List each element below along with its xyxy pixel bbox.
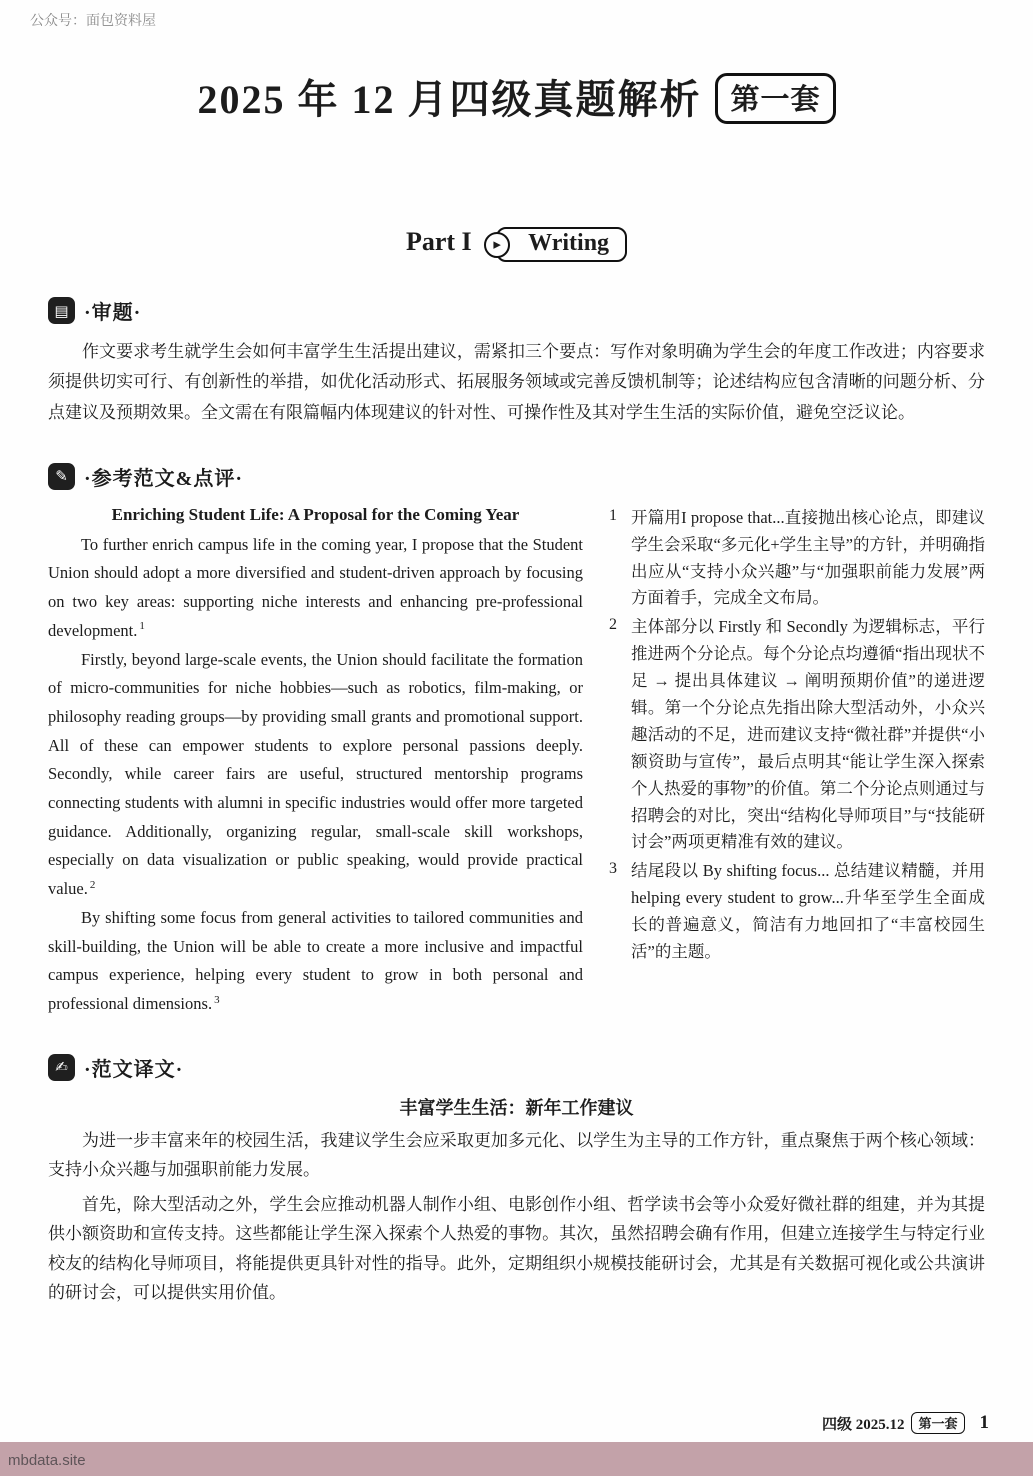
section-title: ·审题· (84, 302, 142, 324)
shenti-paragraph: 作文要求考生就学生会如何丰富学生生活提出建议，需紧扣三个要点：写作对象明确为学生会的年度工作改进；内容要求须提供切实可行、有创新性的举措，如优化活动形式、拓展服务领域或完善反馈机制等；论述结构应包含清晰的问题分析、分点建议及预期效果。全文需在有限篇幅内体现建议的针对性、可操作性及其对学生生活的实际价值，避免空泛议论。 (48, 342, 985, 422)
essay-and-comments (48, 505, 985, 1019)
wechat-account-watermark: 公众号：面包资料屋 (30, 12, 156, 28)
section-title: ·范文译文· (84, 1058, 184, 1081)
note-marker: 3 (214, 993, 220, 1006)
section-header-yiwen (48, 1053, 985, 1082)
title-text: 2025 年 12 月四级真题解析 (197, 77, 702, 122)
essay-paragraph-text: By shifting some focus from general activities to tailored communities and skill-building, the Union will be able to create a more inclusive and impactful campus experience, helping every student to grow in both personal and professional dimensions. (48, 907, 583, 1013)
page-title (48, 68, 985, 125)
page-footer (822, 1412, 989, 1434)
essay-paragraph-text: To further enrich campus life in the coming year, I propose that the Student Union should adopt a more diversified and student-driven approach by focusing on two key areas: supporting niche interests and enhancing pre-professional development. (48, 534, 583, 640)
part-label: Part I (405, 227, 472, 256)
pen-chat-icon: ✎ (48, 463, 75, 490)
comment-number: 3 (609, 860, 617, 878)
translation-paragraph: 为进一步丰富来年的校园生活，我建议学生会应采取更加多元化、以学生为主导的工作方针，重点聚焦于两个核心领域：支持小众兴趣与加强职前能力发展。 (48, 1130, 985, 1179)
set-number-badge: 第一套 (715, 73, 835, 124)
section-header-shenti (48, 296, 985, 325)
page-number: 1 (979, 1412, 989, 1433)
translation-title: 丰富学生生活：新年工作建议 (399, 1097, 634, 1118)
essay-paragraph (48, 531, 583, 646)
footer-set-badge: 第一套 (911, 1412, 964, 1434)
essay-title: Enriching Student Life: A Proposal for the Coming Year (111, 504, 520, 524)
essay-column (48, 505, 583, 1019)
section-title: ·参考范文&点评· (84, 467, 243, 490)
pencil-icon: ✍ (48, 1054, 75, 1081)
comments-column (609, 505, 985, 1019)
play-circle-icon: ▸ (484, 232, 510, 258)
comment-number: 2 (609, 616, 617, 634)
writing-label: Writing (528, 230, 610, 256)
site-watermark: mbdata.site (8, 1452, 86, 1469)
section-header-fanwen (48, 462, 985, 491)
document-icon: ▤ (48, 297, 75, 324)
note-marker: 1 (139, 620, 145, 633)
comment-number: 1 (609, 506, 617, 524)
writing-badge (493, 227, 627, 262)
comment-item (609, 858, 985, 966)
translation-paragraph: 首先，除大型活动之外，学生会应推动机器人制作小组、电影创作小组、哲学读书会等小众爱好微社群的组建，并为其提供小额资助和宣传支持。这些都能让学生深入探索个人热爱的事物。其次，虽然招聘会确有作用，但建立连接学生与特定行业校友的结构化导师项目，将能提供更具针对性的指导。此外，定期组织小规模技能研讨会，尤其是有关数据可视化或公共演讲的研讨会，可以提供实用价值。 (48, 1195, 985, 1302)
comment-text: 开篇用I propose that...直接抛出核心论点，即建议学生会采取“多元化+学生主导”的方针，并明确指出应从“支持小众兴趣”与“加强职前能力发展”两方面着手，完成全文布局。 (631, 507, 985, 608)
essay-paragraph-text: Firstly, beyond large-scale events, the Union should facilitate the formation of micro-communities for niche hobbies—such as robotics, film-making, or philosophy reading groups—by providing small grants and promotional support. All of these can empower students to explore personal passions deeply. Secondly, while career fairs are useful, structured mentorship programs connecting students with alumni in specific industries would offer more targeted guidance. Additionally, organizing regular, small-scale skill workshops, especially on data visualization or public speaking, would provide practical value. (48, 649, 583, 899)
comment-text: 结尾段以 By shifting focus... 总结建议精髓，并用 helping every student to grow...升华至学生全面成长的普遍意义，简洁有力地回扣了“丰富校园生活”的主题。 (631, 861, 985, 961)
footer-exam-label: 四级 2025.12 (821, 1416, 905, 1433)
comment-item (609, 614, 985, 856)
scan-edge-strip (0, 1442, 1033, 1476)
note-marker: 2 (89, 878, 96, 891)
comment-text: 主体部分以 Firstly 和 Secondly 为逻辑标志，平行推进两个分论点。每个分论点均遵循“指出现状不足 → 提出具体建议 → 阐明预期价值”的递进逻辑。第一个分论点先指出除大型活动外，小众兴趣活动的不足，进而建议支持“微社群”并提供“小额资助与宣传”，最后点明其“能让学生深入探索个人热爱的事物”的价值。第二个分论点则通过与招聘会的对比，突出“结构化导师项目”与“技能研讨会”两项更精准有效的建议。 (631, 617, 985, 852)
essay-paragraph (48, 904, 583, 1019)
part-heading (48, 227, 985, 262)
comment-item (609, 505, 985, 613)
essay-paragraph (48, 646, 583, 904)
